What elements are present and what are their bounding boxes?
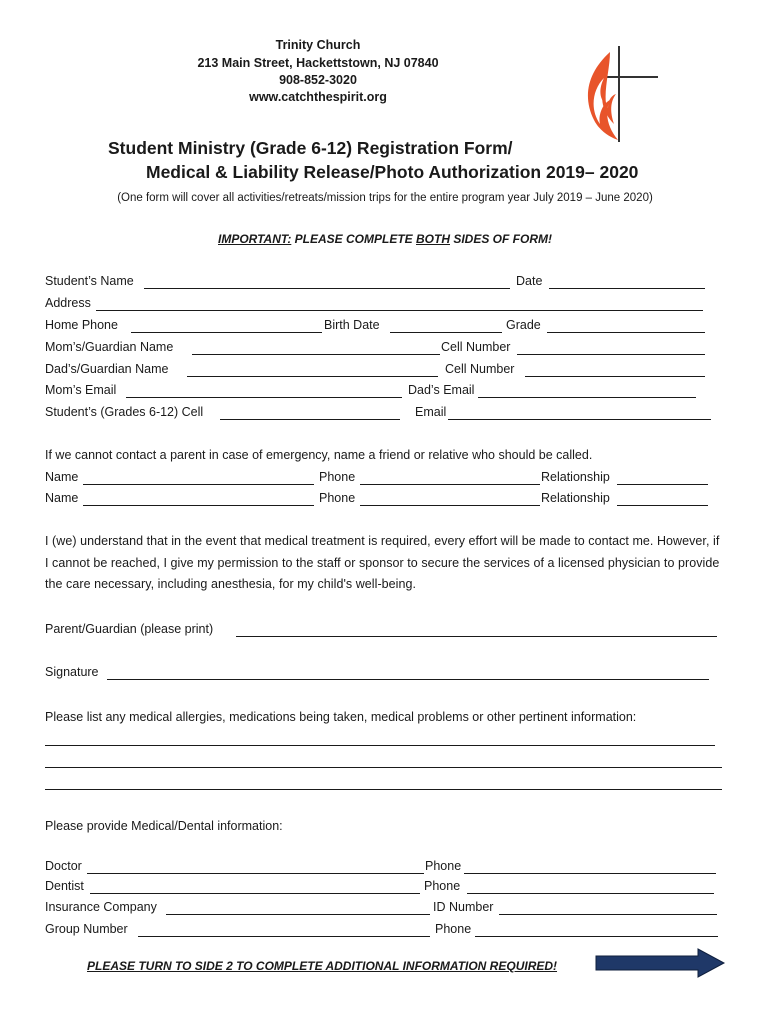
birth-date-field[interactable] [390,332,502,333]
dad-name-label: Dad’s/Guardian Name [45,362,169,376]
mom-name-label: Mom’s/Guardian Name [45,340,174,354]
signature-label: Signature [45,665,99,679]
medical-dental-prompt: Please provide Medical/Dental information: [45,819,283,833]
guardian-print-label: Parent/Guardian (please print) [45,622,214,636]
dentist-phone-field[interactable] [467,893,714,894]
home-phone-field[interactable] [131,332,322,333]
emergency-relationship-label-2: Relationship [541,491,610,505]
emergency-relationship-field-1[interactable] [617,484,708,485]
medical-info-prompt: Please list any medical allergies, medications being taken, medical problems or other pertinent information: [45,710,637,724]
church-website: www.catchthespirit.org [249,90,387,104]
turn-page-note: PLEASE TURN TO SIDE 2 TO COMPLETE ADDITIONAL INFORMATION REQUIRED! [87,959,558,973]
emergency-name-label-2: Name [45,491,79,505]
group-phone-label: Phone [435,922,472,936]
dad-email-field[interactable] [478,397,696,398]
important-notice [0,232,770,246]
doctor-label: Doctor [45,859,82,873]
emergency-phone-field-1[interactable] [360,484,540,485]
doctor-phone-field[interactable] [464,873,716,874]
id-number-label: ID Number [433,900,494,914]
dentist-field[interactable] [90,893,420,894]
mom-email-field[interactable] [126,397,402,398]
insurance-label: Insurance Company [45,900,157,914]
student-name-field[interactable] [144,288,510,289]
emergency-relationship-label-1: Relationship [541,470,610,484]
important-post: SIDES OF FORM! [450,232,552,246]
insurance-field[interactable] [166,914,430,915]
emergency-name-label-1: Name [45,470,79,484]
emergency-intro: If we cannot contact a parent in case of emergency, name a friend or relative who should be called. [45,448,593,462]
home-phone-label: Home Phone [45,318,118,332]
doctor-phone-label: Phone [425,859,462,873]
signature-field[interactable] [107,679,709,680]
dad-email-label: Dad’s Email [408,383,475,397]
right-arrow-icon [594,948,726,978]
emergency-relationship-field-2[interactable] [617,505,708,506]
medical-info-line-3[interactable] [45,789,722,790]
emergency-phone-label-2: Phone [319,491,356,505]
consent-paragraph: I (we) understand that in the event that medical treatment is required, every effort will be made to contact me. However, if I cannot be reached, I give my permission to the staff or sponsor to secure the services of a licensed physician to provide the care necessary, including anesthesia, for my child's well-being. [45,534,720,591]
church-phone: 908-852-3020 [279,73,357,87]
medical-info-line-1[interactable] [45,745,715,746]
guardian-print-field[interactable] [236,636,717,637]
grade-field[interactable] [547,332,705,333]
important-label: IMPORTANT: [217,232,292,246]
student-name-label: Student’s Name [45,274,134,288]
emergency-name-field-1[interactable] [83,484,314,485]
form-subtitle: (One form will cover all activities/retreats/mission trips for the entire program year July 2019 – June 2020) [117,192,653,204]
emergency-phone-label-1: Phone [319,470,356,484]
important-both: BOTH [416,232,450,246]
grade-label: Grade [506,318,541,332]
dentist-label: Dentist [45,879,84,893]
church-address: 213 Main Street, Hackettstown, NJ 07840 [197,56,439,70]
address-field[interactable] [96,310,703,311]
birth-date-label: Birth Date [324,318,380,332]
address-label: Address [45,296,91,310]
dad-cell-label: Cell Number [445,362,515,376]
mom-cell-label: Cell Number [441,340,511,354]
church-name: Trinity Church [275,38,361,52]
mom-cell-field[interactable] [517,354,705,355]
student-email-field[interactable] [448,419,711,420]
student-cell-label: Student’s (Grades 6-12) Cell [45,405,204,419]
date-field[interactable] [549,288,705,289]
dentist-phone-label: Phone [424,879,461,893]
dad-cell-field[interactable] [525,376,705,377]
cross-and-flame-icon [580,44,662,144]
group-number-field[interactable] [138,936,430,937]
id-number-field[interactable] [499,914,717,915]
student-email-label: Email [415,405,447,419]
group-number-label: Group Number [45,922,128,936]
group-phone-field[interactable] [475,936,718,937]
dad-name-field[interactable] [187,376,438,377]
form-title-line2: Medical & Liability Release/Photo Authorization 2019– 2020 [146,162,639,182]
emergency-name-field-2[interactable] [83,505,314,506]
date-label: Date [516,274,543,288]
medical-info-line-2[interactable] [45,767,722,768]
important-pre: PLEASE COMPLETE [291,232,416,246]
mom-email-label: Mom’s Email [45,383,117,397]
student-cell-field[interactable] [220,419,400,420]
mom-name-field[interactable] [192,354,440,355]
doctor-field[interactable] [87,873,424,874]
form-title-line1: Student Ministry (Grade 6-12) Registration Form/ [108,138,513,158]
emergency-phone-field-2[interactable] [360,505,540,506]
